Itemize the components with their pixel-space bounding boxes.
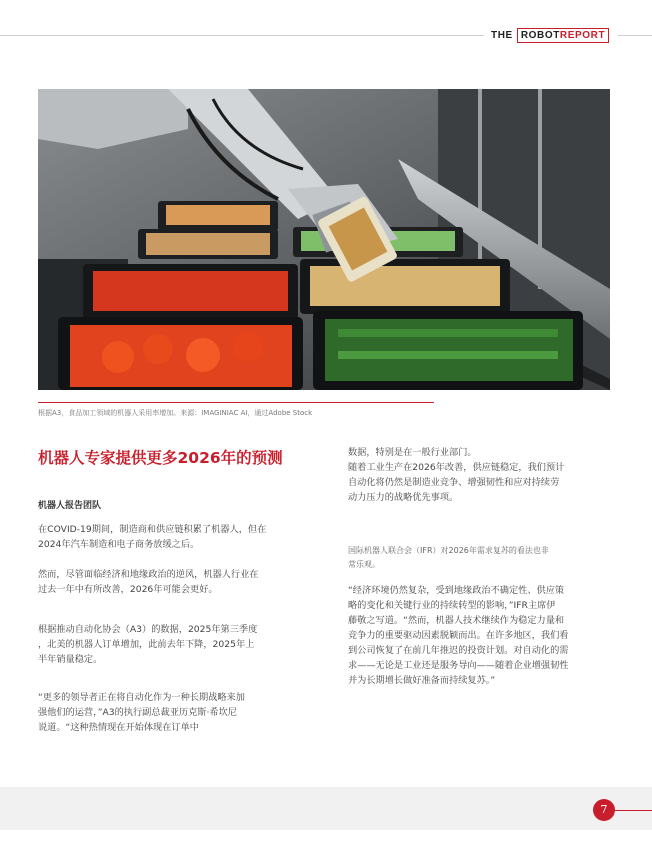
article-title: 机器人专家提供更多2026年的预测 [38,449,283,467]
footer-band [0,787,652,830]
paragraph-line: 求——无论是工业还是服务导向——随着企业增强韧性 [348,660,569,671]
paragraph-line: 数据，特别是在一般行业部门。 [348,447,477,458]
right-quote [348,583,569,688]
the-robot-report-logo [491,27,609,44]
paragraph-line: 动力压力的战略优先事项。 [348,492,459,503]
paragraph-line: 半年销量稳定。 [38,654,103,665]
paragraph-line: ，北美的机器人订单增加，此前去年下降，2025年上 [38,639,255,650]
paragraph-line: 在COVID-19期间，制造商和供应链积累了机器人，但在 [38,524,267,535]
page-number: 7 [593,799,615,821]
article-byline: 机器人报告团队 [38,501,102,511]
paragraph-line: 过去一年中有所改善，2026年可能会更好。 [38,584,218,595]
paragraph-line: 说道。“这种热情现在开始体现在订单中 [38,722,199,733]
note-line: 国际机器人联合会（IFR）对2026年需求复苏的看法也非 [348,546,549,555]
logo-box [517,28,609,43]
note-line: 常乐观。 [348,560,380,569]
logo-report: REPORT [559,30,606,41]
paragraph-line: 根据推动自动化协会（A3）的数据，2025年第三季度 [38,624,258,635]
paragraph-3 [38,622,257,667]
paragraph-line: 并为长期增长做好准备而持续复苏。” [348,675,496,686]
paragraph-line: 略的变化和关键行业的持续转型的影响，”IFR主席伊 [348,600,556,611]
paragraph-line: 随着工业生产在2026年改善，供应链稳定，我们预计 [348,462,565,473]
paragraph-line: 然而，尽管面临经济和地缘政治的逆风，机器人行业在 [38,569,259,580]
logo-robot: ROBOT [520,30,560,41]
paragraph-line: 2024年汽车制造和电子商务放缓之后。 [38,539,200,550]
paragraph-line: 竞争力的重要驱动因素脱颖而出。在许多地区，我们看 [348,630,569,641]
paragraph-line: 藤敬之写道。“然而，机器人技术继续作为稳定力量和 [348,615,565,626]
paragraph-line: “经济环境仍然复杂，受到地缘政治不确定性、供应策 [348,585,565,596]
header-rule-right [618,35,652,36]
right-paragraph-1 [348,445,564,505]
robot-arm-food-packaging-photo [38,89,610,390]
caption-rule [38,402,434,403]
photo-caption: 根据A3，食品加工领域的机器人采用率增加。来源：IMAGINIAC AI，通过Adobe Stock [38,409,313,417]
header-rule-left [0,35,484,36]
right-note [348,544,549,572]
paragraph-line: 强他们的运营，”A3的执行副总裁亚历克斯·希坎尼 [38,707,237,718]
paragraph-2 [38,567,259,597]
paragraph-line: “更多的领导者正在将自动化作为一种长期战略来加 [38,692,245,703]
paragraph-line: 自动化将仍然是制造业竞争、增强韧性和应对持续劳 [348,477,560,488]
logo-the: THE [491,30,513,41]
paragraph-1 [38,522,266,552]
paragraph-4 [38,690,245,735]
paragraph-line: 到公司恢复了在前几年推迟的投资计划。对自动化的需 [348,645,569,656]
